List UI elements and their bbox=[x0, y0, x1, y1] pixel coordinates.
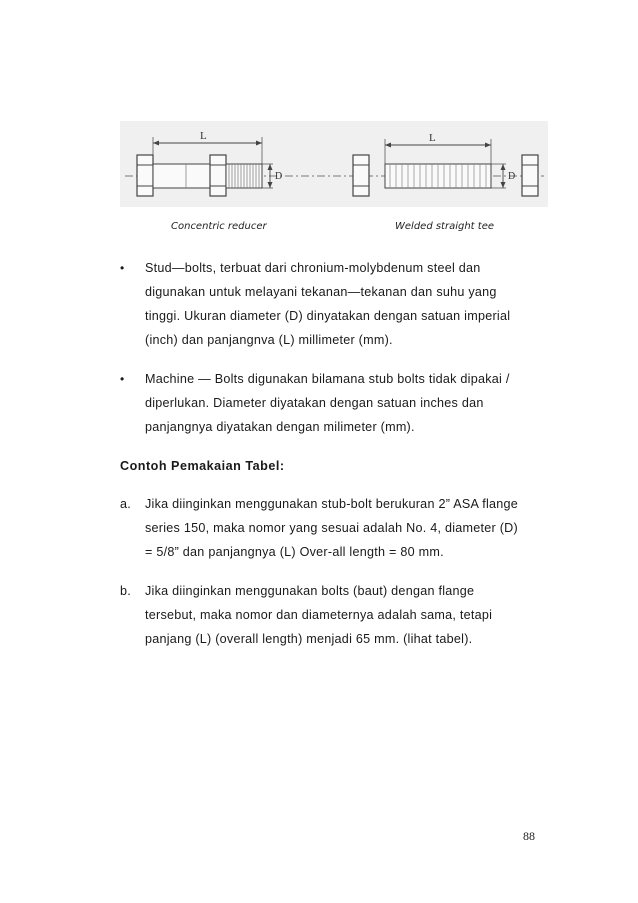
list-item-line: Jika diinginkan menggunakan bolts (baut) dengan flange bbox=[145, 584, 475, 598]
right-diameter-label: D bbox=[508, 171, 516, 182]
bolt-diagram bbox=[120, 121, 548, 207]
list-marker: b. bbox=[120, 584, 132, 598]
bullet-marker: • bbox=[120, 261, 125, 275]
list-item-line: panjang (L) (overall length) menjadi 65 mm. (lihat tabel). bbox=[145, 632, 473, 646]
list-item-line: Jika diinginkan menggunakan stub-bolt berukuran 2” ASA flange bbox=[145, 497, 519, 511]
page-number: 88 bbox=[523, 829, 535, 843]
section-heading: Contoh Pemakaian Tabel: bbox=[120, 459, 285, 473]
left-diameter-label: D bbox=[275, 171, 283, 182]
right-bolt-drawing bbox=[353, 139, 538, 196]
figure-caption-left: Concentric reducer bbox=[171, 221, 267, 232]
bolt-figure bbox=[120, 121, 548, 207]
left-bolt-drawing bbox=[137, 137, 273, 196]
list-item bbox=[120, 256, 550, 352]
bolt-types-list bbox=[120, 256, 550, 454]
list-item bbox=[120, 492, 550, 564]
right-length-label: L bbox=[429, 132, 436, 144]
figure-caption-right: Welded straight tee bbox=[395, 221, 495, 232]
list-item-line: Stud—bolts, terbuat dari chronium-molybdenum steel dan bbox=[145, 261, 481, 275]
list-item-line: tersebut, maka nomor dan diameternya adalah sama, tetapi bbox=[145, 608, 493, 622]
left-length-label: L bbox=[200, 130, 207, 142]
list-item-line: diperlukan. Diameter diyatakan dengan satuan inches dan bbox=[145, 396, 484, 410]
list-item-line: panjangnya diyatakan dengan milimeter (mm). bbox=[145, 420, 415, 434]
list-item-line: series 150, maka nomor yang sesuai adalah No. 4, diameter (D) bbox=[145, 521, 518, 535]
list-item-line: tinggi. Ukuran diameter (D) dinyatakan dengan satuan imperial bbox=[145, 309, 511, 323]
list-item-line: digunakan untuk melayani tekanan—tekanan dan suhu yang bbox=[145, 285, 497, 299]
list-item-line: = 5/8” dan panjangnya (L) Over-all length = 80 mm. bbox=[145, 545, 444, 559]
bullet-marker: • bbox=[120, 372, 125, 386]
list-item-line: Machine — Bolts digunakan bilamana stub bolts tidak dipakai / bbox=[145, 372, 510, 386]
list-item bbox=[120, 579, 550, 651]
list-marker: a. bbox=[120, 497, 132, 511]
examples-list bbox=[120, 492, 550, 666]
list-item bbox=[120, 367, 550, 439]
list-item-line: (inch) dan panjangnva (L) millimeter (mm). bbox=[145, 333, 393, 347]
